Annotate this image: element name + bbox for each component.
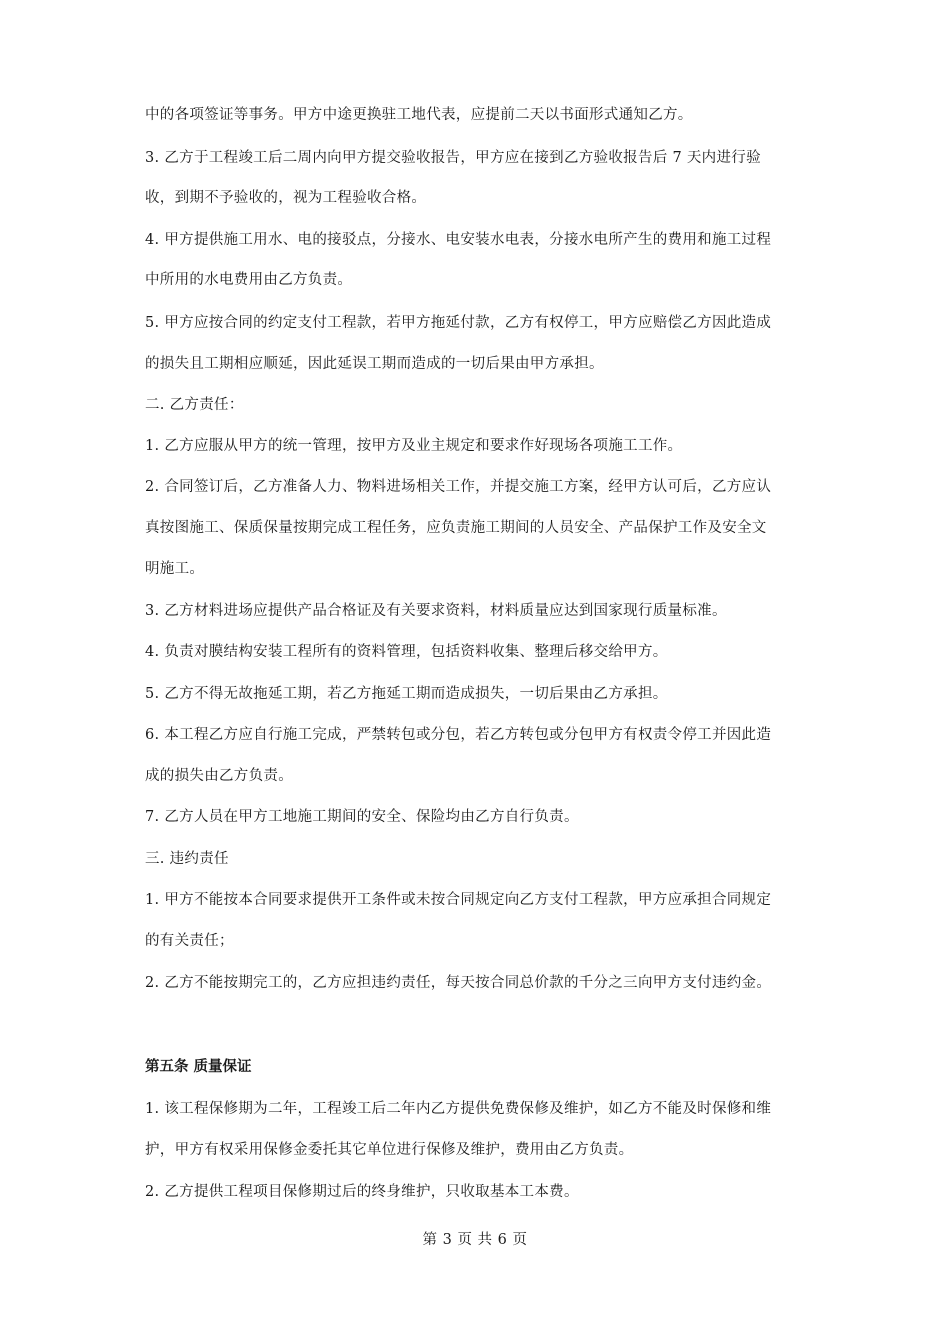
body-line: 3. 乙方于工程竣工后二周内向甲方提交验收报告，甲方应在接到乙方验收报告后 7 天内进行验: [145, 150, 761, 166]
body-line: 2. 乙方不能按期完工的，乙方应担违约责任，每天按合同总价款的千分之三向甲方支付违约金。: [145, 975, 772, 991]
body-line: 3. 乙方材料进场应提供产品合格证及有关要求资料，材料质量应达到国家现行质量标准。: [145, 603, 727, 619]
body-line: 三. 违约责任: [145, 851, 229, 867]
body-line: 护，甲方有权采用保修金委托其它单位进行保修及维护，费用由乙方负责。: [145, 1142, 634, 1158]
body-line: 2. 合同签订后，乙方准备人力、物料进场相关工作，并提交施工方案，经甲方认可后，乙方应认: [145, 479, 772, 495]
body-line: 收，到期不予验收的，视为工程验收合格。: [145, 190, 427, 206]
body-line: 2. 乙方提供工程项目保修期过后的终身维护，只收取基本工本费。: [145, 1184, 579, 1200]
body-line: 中所用的水电费用由乙方负责。: [145, 272, 353, 288]
body-line: 4. 甲方提供施工用水、电的接驳点，分接水、电安装水电表，分接水电所产生的费用和施工过程: [145, 232, 772, 248]
body-line: 1. 该工程保修期为二年，工程竣工后二年内乙方提供免费保修及维护，如乙方不能及时保修和维: [145, 1101, 772, 1117]
body-line: 的损失且工期相应顺延，因此延误工期而造成的一切后果由甲方承担。: [145, 356, 604, 372]
body-line: 1. 乙方应服从甲方的统一管理，按甲方及业主规定和要求作好现场各项施工工作。: [145, 438, 683, 454]
body-line: 6. 本工程乙方应自行施工完成，严禁转包或分包，若乙方转包或分包甲方有权责令停工并因此造: [145, 727, 772, 743]
body-line: 7. 乙方人员在甲方工地施工期间的安全、保险均由乙方自行负责。: [145, 809, 579, 825]
body-line: 1. 甲方不能按本合同要求提供开工条件或未按合同规定向乙方支付工程款，甲方应承担合同规定: [145, 892, 772, 908]
page-footer: 第 3 页 共 6 页: [422, 1232, 528, 1248]
body-line: 明施工。: [145, 561, 205, 577]
body-line: 5. 甲方应按合同的约定支付工程款，若甲方拖延付款，乙方有权停工，甲方应赔偿乙方因此造成: [145, 315, 772, 331]
section-heading: 第五条 质量保证: [145, 1059, 252, 1075]
body-line: 真按图施工、保质保量按期完成工程任务，应负责施工期间的人员安全、产品保护工作及安全文: [145, 520, 767, 536]
body-line: 二. 乙方责任：: [145, 397, 244, 413]
body-line: 5. 乙方不得无故拖延工期，若乙方拖延工期而造成损失，一切后果由乙方承担。: [145, 686, 668, 702]
body-line: 中的各项签证等事务。甲方中途更换驻工地代表，应提前二天以书面形式通知乙方。: [145, 107, 693, 123]
body-line: 的有关责任；: [145, 933, 234, 949]
body-line: 成的损失由乙方负责。: [145, 768, 293, 784]
body-line: 4. 负责对膜结构安装工程所有的资料管理，包括资料收集、整理后移交给甲方。: [145, 644, 668, 660]
